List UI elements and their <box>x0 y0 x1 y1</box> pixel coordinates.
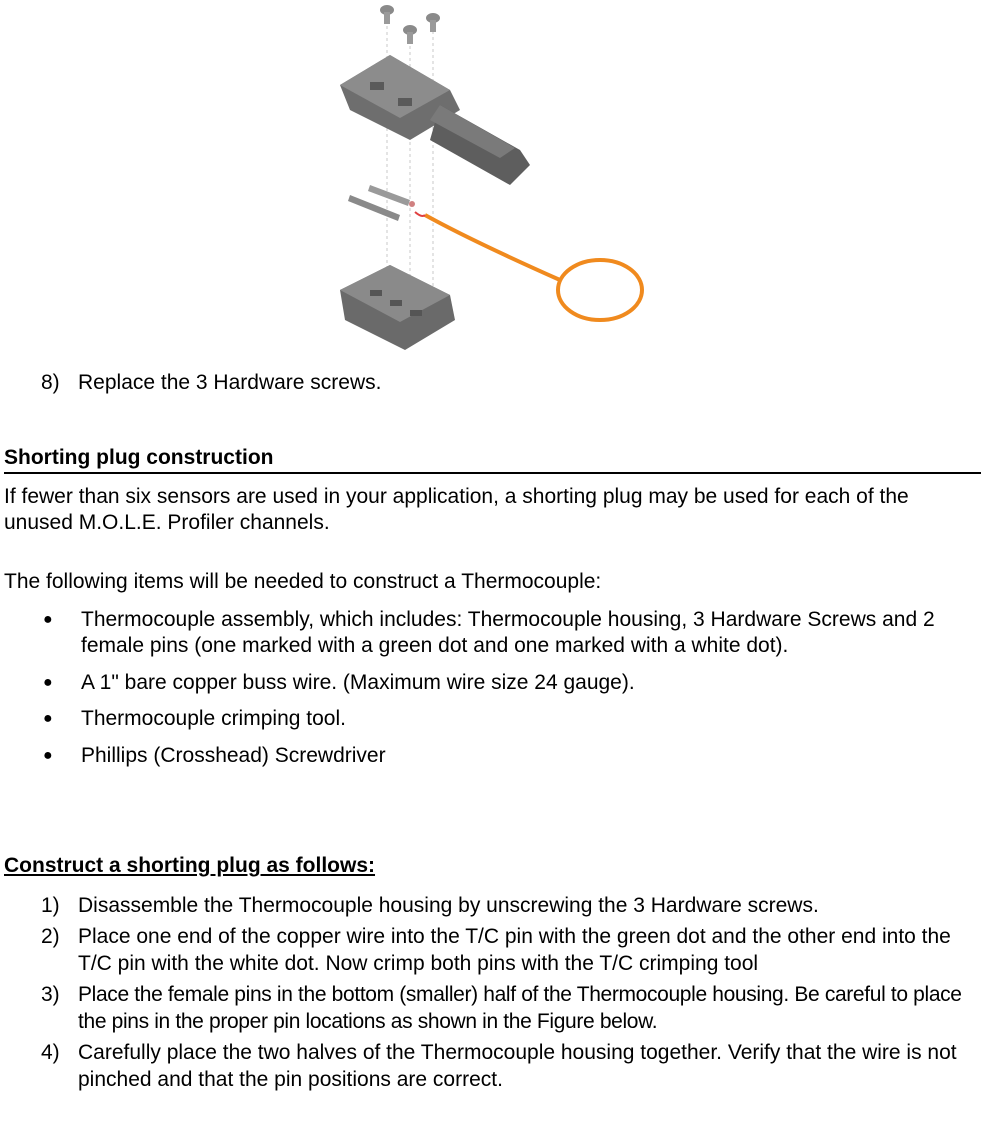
list-item-text: Phillips (Crosshead) Screwdriver <box>81 743 386 767</box>
bullet-icon: ● <box>43 611 53 628</box>
section-heading-construct: Construct a shorting plug as follows: <box>4 854 376 877</box>
step-number: 1) <box>41 894 60 917</box>
items-list <box>41 607 961 779</box>
thermocouple-exploded-diagram <box>330 0 650 355</box>
step-number: 3) <box>41 983 60 1007</box>
list-item <box>41 706 961 732</box>
list-item-text: Thermocouple crimping tool. <box>81 707 346 731</box>
list-item <box>41 743 961 769</box>
list-item <box>41 893 981 919</box>
step-number: 8) <box>41 371 60 394</box>
intro-paragraph: If fewer than six sensors are used in your application, a shorting plug may be used for each of the unused M.O.L.E. Profiler channels. <box>4 485 909 535</box>
list-item-text: A 1" bare copper buss wire. (Maximum wire size 24 gauge). <box>81 670 635 694</box>
list-item <box>41 1040 981 1093</box>
list-item-text: Thermocouple assembly, which includes: Thermocouple housing, 3 Hardware Screws and 2 female pins (one marked with a green dot and one marked with a white dot). <box>81 608 935 658</box>
bullet-icon: ● <box>43 710 53 728</box>
step-number: 2) <box>41 925 60 949</box>
step-number: 4) <box>41 1041 60 1065</box>
step-text: Place one end of the copper wire into the T/C pin with the green dot and the other end into the T/C pin with the white dot. Now crimp both pins with the T/C crimping tool <box>78 925 951 975</box>
list-item <box>41 924 981 977</box>
bullet-icon: ● <box>43 673 53 691</box>
step-text: Replace the 3 Hardware screws. <box>78 371 382 394</box>
list-item <box>41 670 961 696</box>
list-item <box>41 982 981 1035</box>
bullet-icon: ● <box>43 746 53 764</box>
step-text: Disassemble the Thermocouple housing by unscrewing the 3 Hardware screws. <box>78 894 819 917</box>
step-8 <box>41 370 381 396</box>
construction-steps <box>41 893 981 1098</box>
screw-icon <box>380 5 440 44</box>
items-needed-paragraph: The following items will be needed to construct a Thermocouple: <box>4 570 602 593</box>
step-text: Carefully place the two halves of the Thermocouple housing together. Verify that the wire is not pinched and that the pin positions are correct. <box>78 1041 957 1091</box>
step-text: Place the female pins in the bottom (smaller) half of the Thermocouple housing. Be careful to place the pins in the proper pin locations as shown in the Figure below. <box>78 983 962 1033</box>
list-item <box>41 607 961 660</box>
section-heading-shorting-plug: Shorting plug construction <box>4 445 981 474</box>
